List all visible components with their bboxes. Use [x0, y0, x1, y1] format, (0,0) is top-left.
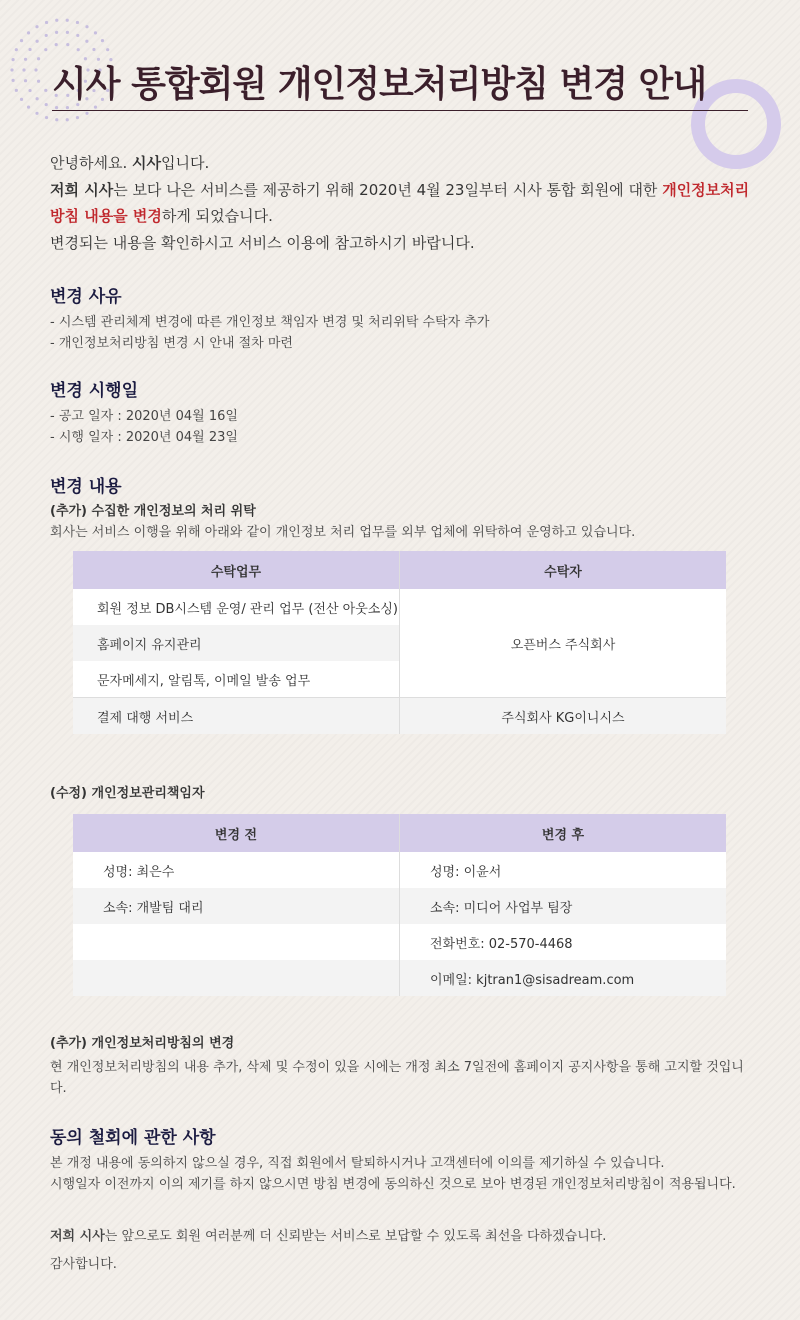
- date-list: [50, 406, 760, 448]
- announcement-highlight: 개인정보처리방침 내용을 변경: [50, 180, 750, 225]
- effective-date: - 시행 일자 : 2020년 04월 23일: [50, 430, 238, 445]
- withdrawal-desc: 시행일자 이전까지 이의 제기를 하지 않으시면 방침 변경에 동의하신 것으로 보아 변경된 개인정보처리방침이 적용됩니다.: [50, 1177, 736, 1192]
- company-cell: 오픈버스 주식회사: [400, 589, 727, 698]
- officer-title: (수정) 개인정보관리책임자: [50, 786, 205, 801]
- changes-heading: 변경 내용: [50, 477, 122, 497]
- after-email: 이메일: kjtran1@sisadream.com: [400, 960, 727, 996]
- task-cell: 문자메세지, 알림톡, 이메일 발송 업무: [73, 661, 400, 698]
- task-cell: 회원 정보 DB시스템 운영/ 관리 업무 (전산 아웃소싱): [73, 589, 400, 625]
- notice-content: [50, 150, 760, 1279]
- reason-item: - 시스템 관리체계 변경에 따른 개인정보 책임자 변경 및 처리위탁 수탁자 추가: [50, 315, 490, 330]
- closing-text: 는 앞으로도 회원 여러분께 더 신뢰받는 서비스로 보답할 수 있도록 최선을 다하겠습니다.: [104, 1229, 607, 1244]
- table-row: [73, 960, 726, 996]
- after-department: 소속: 미디어 사업부 팀장: [400, 888, 727, 924]
- table-row: [73, 888, 726, 924]
- greeting-brand: 시사: [132, 154, 161, 172]
- reason-heading: 변경 사유: [50, 287, 122, 307]
- company-cell: 주식회사 KG이니시스: [400, 698, 727, 735]
- before-name: 성명: 최은수: [73, 852, 400, 888]
- table-header: 수탁업무: [73, 551, 400, 589]
- announcement-suffix: 하게 되었습니다.: [161, 207, 273, 225]
- table-row: [73, 924, 726, 960]
- task-cell: 결제 대행 서비스: [73, 698, 400, 735]
- before-department: 소속: 개발팀 대리: [73, 888, 400, 924]
- outsourcing-table: [73, 551, 726, 734]
- announcement-text: 는 보다 나은 서비스를 제공하기 위해 2020년 4월 23일부터 시사 통합 회원에 대한: [113, 180, 663, 199]
- table-row: [73, 852, 726, 888]
- table-row: [73, 589, 726, 625]
- intro-announcement: [50, 177, 760, 230]
- withdrawal-section: [50, 1123, 760, 1195]
- page-title: 시사 통합회원 개인정보처리방침 변경 안내: [52, 64, 707, 105]
- table-row: [73, 698, 726, 735]
- greeting-suffix: 입니다.: [160, 154, 210, 172]
- table-header: 변경 전: [73, 814, 400, 852]
- task-cell: 홈페이지 유지관리: [73, 625, 400, 661]
- outsourcing-title: (추가) 수집한 개인정보의 처리 위탁: [50, 504, 256, 519]
- after-phone: 전화번호: 02-570-4468: [400, 924, 727, 960]
- announcement-brand: 저희 시사: [50, 180, 114, 199]
- title-divider: [52, 110, 748, 111]
- table-header: 수탁자: [400, 551, 727, 589]
- intro-guide: 변경되는 내용을 확인하시고 서비스 이용에 참고하시기 바랍니다.: [50, 233, 475, 252]
- closing-message: [50, 1223, 760, 1251]
- withdrawal-heading: 동의 철회에 관한 사항: [50, 1128, 216, 1148]
- reason-list: [50, 312, 760, 354]
- empty-cell: [73, 960, 400, 996]
- withdrawal-desc: 본 개정 내용에 동의하지 않으실 경우, 직접 회원에서 탈퇴하시거나 고객센터에 이의를 제기하실 수 있습니다.: [50, 1156, 665, 1171]
- reason-section: [50, 282, 760, 354]
- policy-change-desc: 현 개인정보처리방침의 내용 추가, 삭제 및 수정이 있을 시에는 개정 최소 7일전에 홈페이지 공지사항을 통해 고지할 것입니다.: [50, 1060, 744, 1096]
- officer-table: [73, 814, 726, 996]
- reason-item: - 개인정보처리방침 변경 시 안내 절차 마련: [50, 336, 293, 351]
- date-section: [50, 376, 760, 448]
- outsourcing-desc: 회사는 서비스 이행을 위해 아래와 같이 개인정보 처리 업무를 외부 업체에 위탁하여 운영하고 있습니다.: [50, 525, 636, 540]
- intro-section: [50, 150, 760, 256]
- policy-change-title: (추가) 개인정보처리방침의 변경: [50, 1036, 235, 1051]
- greeting-prefix: 안녕하세요.: [50, 154, 132, 172]
- closing-section: [50, 1223, 760, 1279]
- after-name: 성명: 이윤서: [400, 852, 727, 888]
- date-heading: 변경 시행일: [50, 381, 139, 401]
- closing-thanks: 감사합니다.: [50, 1257, 117, 1272]
- changes-section: [50, 472, 760, 1099]
- table-header: 변경 후: [400, 814, 727, 852]
- announce-date: - 공고 일자 : 2020년 04월 16일: [50, 409, 238, 424]
- empty-cell: [73, 924, 400, 960]
- intro-greeting: [50, 150, 760, 177]
- closing-brand: 저희 시사: [50, 1229, 105, 1244]
